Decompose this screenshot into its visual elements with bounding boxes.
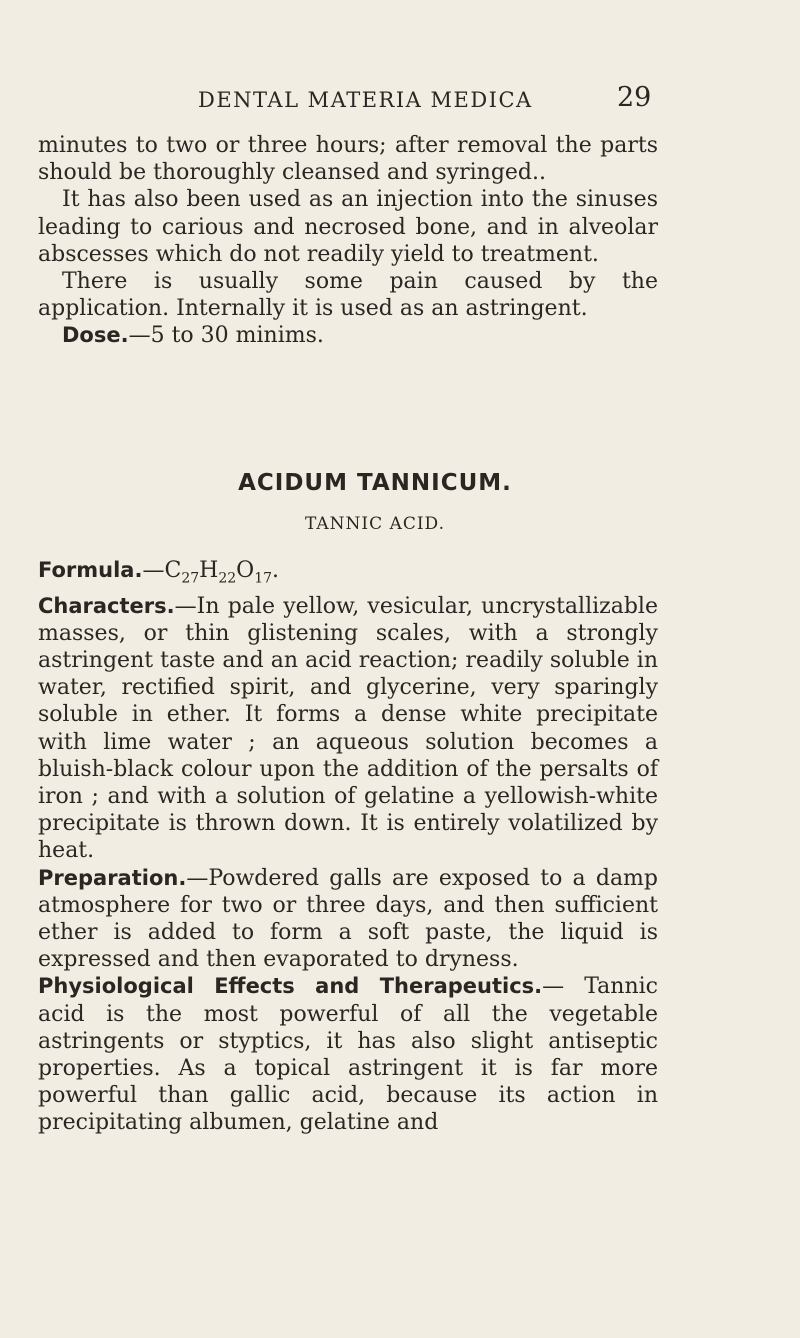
paragraph-formula [38, 557, 658, 593]
preparation-text: —Powdered galls are exposed to a damp atmosphere for two or three days, and then sufficient ether is added to form a soft paste, the liquid is expressed and then evaporated to dryness. [38, 865, 658, 973]
formula-h-count: 22 [218, 570, 237, 587]
paragraph-continued: minutes to two or three hours; after removal the parts should be thoroughly cleansed and syringed.. [38, 133, 658, 186]
formula-end: . [272, 558, 280, 583]
formula-c-count: 27 [181, 570, 200, 587]
continued-text [38, 132, 658, 350]
running-head-title: DENTAL MATERIA MEDICA [198, 88, 533, 112]
paragraph-preparation [38, 865, 658, 974]
formula-h: H [199, 558, 219, 583]
dose-text: —5 to 30 minims. [128, 323, 324, 349]
page-number: 29 [617, 82, 652, 113]
section-body [38, 557, 658, 1137]
characters-label: Characters. [38, 593, 175, 618]
section-subheading: TANNIC ACID. [305, 514, 445, 534]
formula-prefix: —C [142, 558, 182, 583]
running-head [0, 82, 800, 118]
effects-label: Physiological Effects and Therapeutics. [38, 974, 543, 999]
paragraph-pain: There is usually some pain caused by the application. Internally it is used as an astringent. [38, 269, 658, 322]
formula-o: O [236, 558, 255, 583]
formula-label: Formula. [38, 558, 143, 582]
paragraph-injection: It has also been used as an injection into the sinuses leading to carious and necrosed bone, and in alveolar abscesses which do not readily yield to treatment. [38, 187, 658, 267]
paragraph-effects [38, 973, 658, 1136]
formula-o-count: 17 [254, 570, 273, 587]
paragraph-characters [38, 593, 658, 865]
section-heading: ACIDUM TANNICUM. [238, 470, 512, 496]
preparation-label: Preparation. [38, 865, 187, 890]
effects-text: — Tannic acid is the most powerful of all the vegetable astringents or styptics, it has also slight antiseptic properties. As a topical astringent it is far more powerful than gallic acid, because its action in precipitating albumen, gelatine and [38, 974, 658, 1136]
dose-label: Dose. [62, 323, 129, 348]
paragraph-dose [38, 322, 658, 349]
characters-text: —In pale yellow, vesicular, uncrystallizable masses, or thin glistening scales, with a strongly astringent taste and an acid reaction; readily soluble in water, rectified spirit, and glycerine, very sparingly soluble in ether. It forms a dense white precipitate with lime water ; an aqueous solution becomes a bluish-black colour upon the addition of the persalts of iron ; and with a solution of gelatine a yellowish-white precipitate is thrown down. It is entirely volatilized by heat. [38, 593, 658, 864]
